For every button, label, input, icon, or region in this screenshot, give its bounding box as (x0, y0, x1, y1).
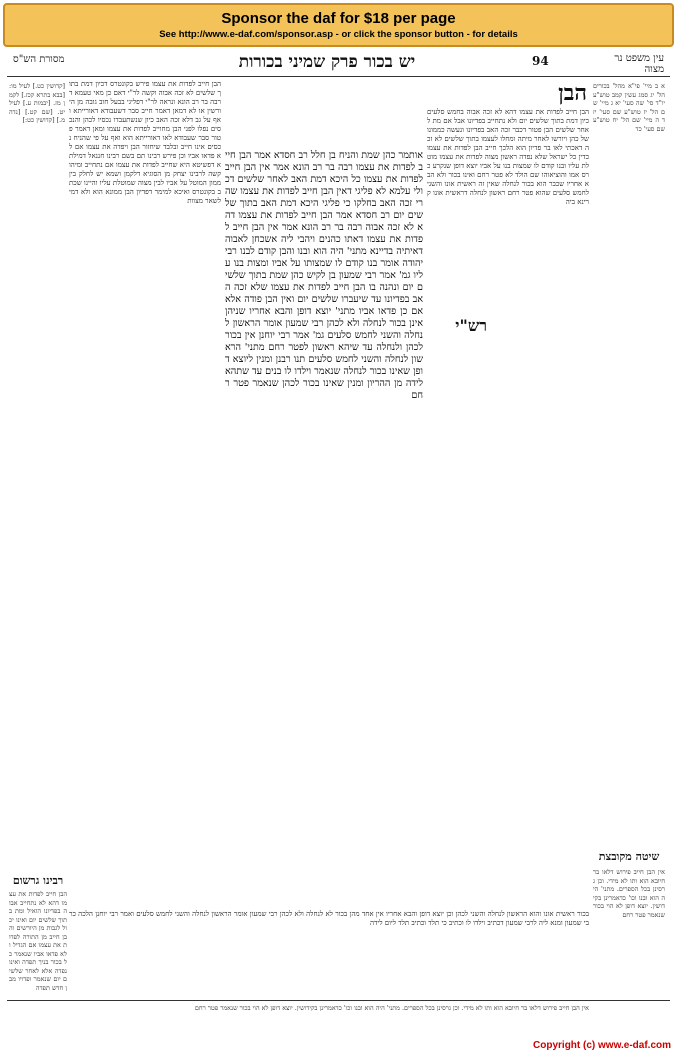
sponsor-title[interactable]: Sponsor the daf for $18 per page (221, 10, 456, 27)
rashi-column: הבן חייב לפדות את עצמו דהא לא זכה אבוה בחמש סלעים כיון דמת בתוך שלשים יום ולא נתחייב בפדיונו אבל אם מת לאחר שלשים הבן פטור דכבר זכה האב בפדיונו ונעשה כממונו של כהן ויורשו לאחר מיתה ומחלו לעצמו בתוך שלשים לא זכה דאכתי לאו בר פדיון הוא הלכך חייב הבן לפדות את עצמו כדין כל ישראל שלא נפדה ראשון מצוה לפדות את עצמו מוטלת עליו ובנו קודם לו שמצות בנו על אביו יוצא דופן שנקרע כרס אמו והוציאוהו שם הולד לא פטר רחם ואינו בכור ולא הבא אחריו שכבר הוא בכור לנחלה שאין זה ראשית אונו והשני לחמש סלעים שהוא פטר רחם ראשון לנחלה דראשית אונו קרינא ביה (427, 108, 589, 206)
rashi-lead-word: הבן (558, 80, 587, 106)
ein-mishpat-column: א ב מיי' פי"א מהל' בכורים הל' יג סמג עשין קמב טוש"ע יו"ד סי' שה סעי' יא ג מיי' שם הל' יז טוש"ע שם סעי' יז ד ה מיי' שם הל' יח טוש"ע שם סעי' כד (593, 82, 665, 133)
shita-column: אין הבן חייב פירוש דלאו בר חיובא הוא ותו לא מידי. וכן גרסינן בכל הספרים. מתני' היה הוא ובנו וכו' כדאמרינן בקידושין. יוצא דופן לא הוי בכור שנאמר פטר רחם (593, 868, 665, 919)
rabbeinu-gershom-heading: רבינו גרשום (12, 874, 64, 887)
sponsor-subtitle[interactable]: See http://www.e-daf.com/sponsor.asp - or click the sponsor button - for details (159, 29, 518, 40)
footer-notes: אין הבן חייב פירוש דלאו בר חיובא הוא ותו לא מידי. וכן גרסינן בכל הספרים. מתני' היה הוא ובנו וכו' כדאמרינן בקידושין. יוצא דופן לא הוי בכור שנאמר פטר רחם (194, 1004, 589, 1012)
masoret-label: מסורת הש"ס (13, 54, 65, 65)
masoret-column: [קדושין כט.] לעיל מו: [בבא בתרא קכז.] לקמן מז. [יבמות ע.] לעיל יט. [שם קט.] [נדה מ.] [קדושין כט:] (9, 82, 65, 124)
ein-mishpat-label: עין משפט נר מצוה (614, 53, 664, 75)
gemara-column: אותמר כהן שמת והניח בן חלל רב חסדא אמר הבן חייב לפדות את עצמו רבה בר רב הונא אמר אין הבן חייב לפדות את עצמו כל היכא דמת האב לאחר שלשים דכולי עלמא לא פליגי דאין הבן חייב לפדות את עצמו שהרי זכה האב בחלקו כי פליגי היכא דמת האב בתוך שלשים יום רב חסדא אמר הבן חייב לפדות את עצמו דהא לא זכה אבוה רבה בר רב הונא אמר אין הבן חייב לפדות את עצמו דאתו כהנים ויהבי ליה אשכחן לאבוה דאיתיה בדיינא מתני' היה הוא ובנו והבן קודם לבנו רבי יהודה אומר בנו קודם לו שמצותו על אביו ומצות בנו עליו גמ' אמר רבי שמעון בן לקיש כהן שמת בתוך שלשים יום ונהנה בו הבן חייב לפדות את עצמו שלא זכה האב בפדיונו עד שיעברו שלשים יום ואין הבן פודה אלא אם כן פדאו אביו מתני' יוצא דופן והבא אחריו שניהן אינן בכור לנחלה ולא לכהן רבי שמעון אומר הראשון לנחלה והשני לחמש סלעים גמ' אמר רבי יוחנן אין בכור לכהן ולנחלה עד שיהא ראשון לפטר רחם מתני' הראשון לנחלה והשני לחמש סלעים תנו רבנן ומנין ליוצא דופן שאינו בכור לנחלה שנאמר וילדו לו בנים עד שתהא לידה מן ההריון ומנין שאינו בכור לכהן שנאמר פטר רחם (225, 150, 423, 401)
copyright-link[interactable]: Copyright (c) www.e-daf.com (533, 1040, 671, 1051)
page-title: יש בכור פרק שמיני בכורות (238, 52, 416, 72)
page-header (7, 50, 670, 77)
footer-rule (7, 1000, 670, 1001)
shita-mekubetzet-heading: שיטה מקובצת (598, 850, 660, 863)
rashi-heading: רש"י (427, 316, 487, 336)
bottom-commentary: בכור ראשית אונו והוא הראשון לנחלה והשני לכהן וכן יוצא דופן והבא אחריו אין אחד מהן בכור לא לנחלה ולא לכהן רבי שמעון אומר הראשון לנחלה והשני לחמש סלעים ואמר רבי יוחנן הלכה כרבי שמעון ומנא ליה לרבי שמעון דכתיב וילדו לו וכתיב כי תלד וכתיב תלד ליום לידה (69, 910, 589, 927)
sponsor-banner[interactable] (3, 3, 674, 47)
talmud-page (7, 50, 670, 1040)
page-number: 94 (532, 54, 549, 68)
tosafot-column: הבן חייב לפדות את עצמו פירש בקונטרס דכיון דמת בתוך שלשים לא זכה אבוה וקשה לר"י דאם כן מאי טעמא דרבה בר רב הונא ונראה לר"י דפליגי בבעל חוב גובה מן היורשין או לא דמאן דאמר חייב סבר דשעבודא דאורייתא ואף על גב דלא זכה האב כיון שנשתעבדו נכסיו לכהן והנכסים נפלו לפני הבן מחוייב לפדות את עצמו ומאן דאמר פטור סבר שעבודא לאו דאורייתא הוא ואף על פי שהניח נכסים אינו חייב ובלבד שיחזור הבן ויפדה את עצמו אם לא פדאו אביו וכן פירש רבינו תם בשם רבינו חננאל דמילתא דפשיטא היא שחייב לפדות את עצמו אם נתחייב ומיהו קשה לרבינו יצחק מן הסוגיא דלקמן ושמא יש לחלק בין ממון המוטל על אביו לבין מצוה שמוטלת עליו והיינו שכתב בקונטרס ואיכא למימר דפדיון הבן ממונא הוא ולא דמי לשאר מצוות (69, 80, 221, 205)
rabbeinu-gershom-column: הבן חייב לפדות את עצמו דהא לא נתחייב אבוה בפדיונו הואיל ומת בתוך שלשים יום ואינו יכול לגבות מן היורשים והבן חייב מן התורה לפדות את עצמו אם הגדיל ולא פדאו אביו שנאמר כל בכור בניך תפדה ואינו נפדה אלא לאחר שלשים יום שנאמר ופדויו מבן חדש תפדה (9, 890, 67, 992)
